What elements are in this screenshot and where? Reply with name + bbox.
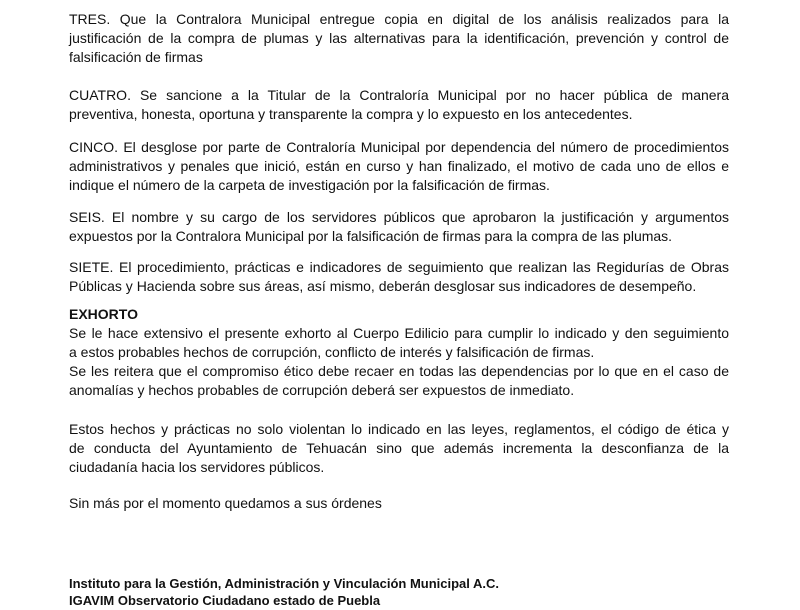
paragraph-line: expuestos por la Contralora Municipal por la falsificación de firmas para la compra de las plumas. [69, 228, 673, 244]
paragraph-line: CUATRO. Se sancione a la Titular de la Contraloría Municipal por no hacer pública de manera [69, 87, 729, 103]
paragraph-line: administrativos y penales que inició, están en curso y han finalizado, el motivo de cada uno de ellos e [69, 158, 729, 174]
paragraph-line: anomalías y hechos probables de corrupción deberá ser expuestos de inmediato. [69, 382, 575, 398]
paragraph-hechos [69, 420, 729, 477]
paragraph-cuatro [69, 86, 729, 124]
paragraph-seis [69, 208, 729, 246]
paragraph-line: CINCO. El desglose por parte de Contraloría Municipal por dependencia del número de procedimientos [69, 139, 729, 155]
paragraph-line: ciudadanía hacia los servidores públicos. [69, 459, 325, 475]
paragraph-line: de conducta del Ayuntamiento de Tehuacán sino que además incrementa la desconfianza de la [69, 440, 729, 456]
paragraph-siete [69, 258, 729, 296]
paragraph-line: justificación de la compra de plumas y las alternativas para la identificación, prevención y control de [69, 30, 729, 46]
footer-organization: Instituto para la Gestión, Administración y Vinculación Municipal A.C. [69, 576, 500, 591]
paragraph-line: Públicas y Hacienda sobre sus áreas, así mismo, deberán desglosar sus indicadores de desempeño. [69, 278, 697, 294]
paragraph-line: Se le hace extensivo el presente exhorto al Cuerpo Edilicio para cumplir lo indicado y den seguimiento [69, 325, 729, 341]
exhorto-heading: EXHORTO [69, 306, 138, 322]
footer-observatory: IGAVIM Observatorio Ciudadano estado de Puebla [69, 593, 381, 608]
paragraph-line: SEIS. El nombre y su cargo de los servidores públicos que aprobaron la justificación y argumentos [69, 209, 729, 225]
paragraph-line: falsificación de firmas [69, 49, 203, 65]
paragraph-line: a estos probables hechos de corrupción, conflicto de interés y falsificación de firmas. [69, 344, 595, 360]
paragraph-line: preventiva, honesta, oportuna y transparente la compra y lo expuesto en los antecedentes. [69, 106, 633, 122]
paragraph-tres [69, 10, 729, 67]
paragraph-line: Estos hechos y prácticas no solo violentan lo indicado en las leyes, reglamentos, el código de ética y [69, 421, 729, 437]
closing-line [69, 494, 729, 513]
paragraph-exhorto [69, 324, 729, 400]
paragraph-line: Sin más por el momento quedamos a sus órdenes [69, 495, 382, 511]
paragraph-cinco [69, 138, 729, 195]
paragraph-line: indique el número de la carpeta de investigación por la falsificación de firmas. [69, 177, 550, 193]
paragraph-line: TRES. Que la Contralora Municipal entregue copia en digital de los análisis realizados para la [69, 11, 729, 27]
paragraph-line: SIETE. El procedimiento, prácticas e indicadores de seguimiento que realizan las Regidurías de Obras [69, 259, 729, 275]
paragraph-line: Se les reitera que el compromiso ético debe recaer en todas las dependencias por lo que en el caso de [69, 363, 729, 379]
